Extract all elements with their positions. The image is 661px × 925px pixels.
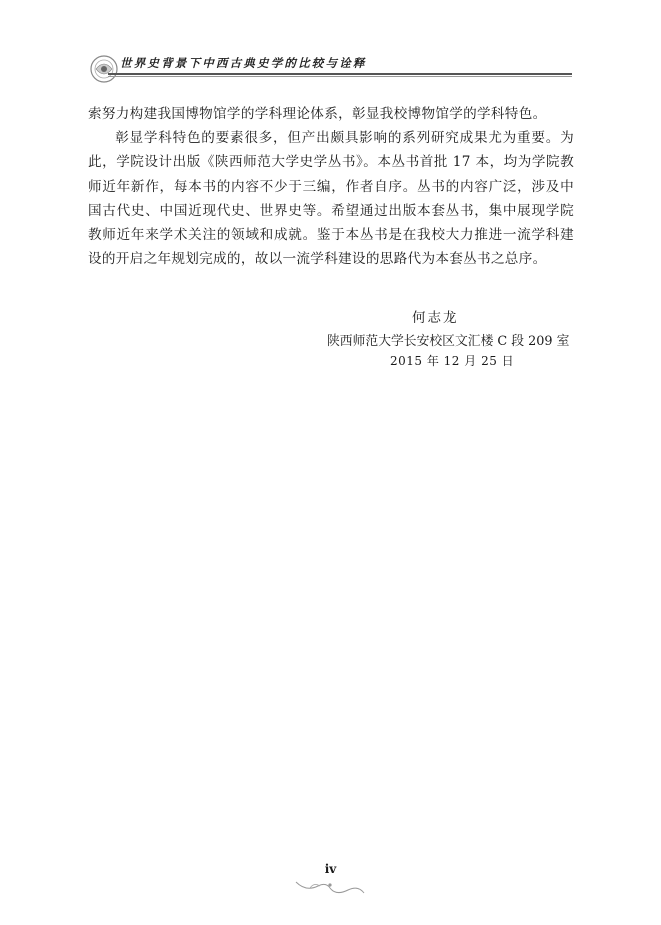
author-name: 何志龙 (412, 310, 459, 326)
paragraph: 彰显学科特色的要素很多，但产出颇具影响的系列研究成果尤为重要。为此，学院设计出版《陕西师范大学史学丛书》。本丛书首批 17 本，均为学院教师近年新作，每本书的内容不少于三编，作者自序。丛书的内容广泛，涉及中国古代史、中国近现代史、世界史等。希望通过出版本套丛书，集中展现学院教师近年来学术关注的领域和成就。鉴于本丛书是在我校大力推进一流学科建设的开启之年规划完成的，故以一流学科建设的思路代为本套丛书之总序。 (88, 130, 574, 268)
swirl-ornament-icon (290, 876, 370, 894)
page-number: iv (324, 862, 337, 876)
author-address: 陕西师范大学长安校区文汇楼 C 段 209 室 (327, 334, 570, 349)
signature-date: 2015 年 12 月 25 日 (390, 354, 515, 368)
header-rule-thin (108, 76, 572, 77)
running-title: 世界史背景下中西古典史学的比较与诠释 (120, 56, 367, 70)
paragraph-continued: 索努力构建我国博物馆学的学科理论体系，彰显我校博物馆学的学科特色。 (88, 106, 547, 122)
header-rule (108, 73, 572, 75)
running-header (86, 49, 572, 89)
preface-body (88, 102, 574, 271)
